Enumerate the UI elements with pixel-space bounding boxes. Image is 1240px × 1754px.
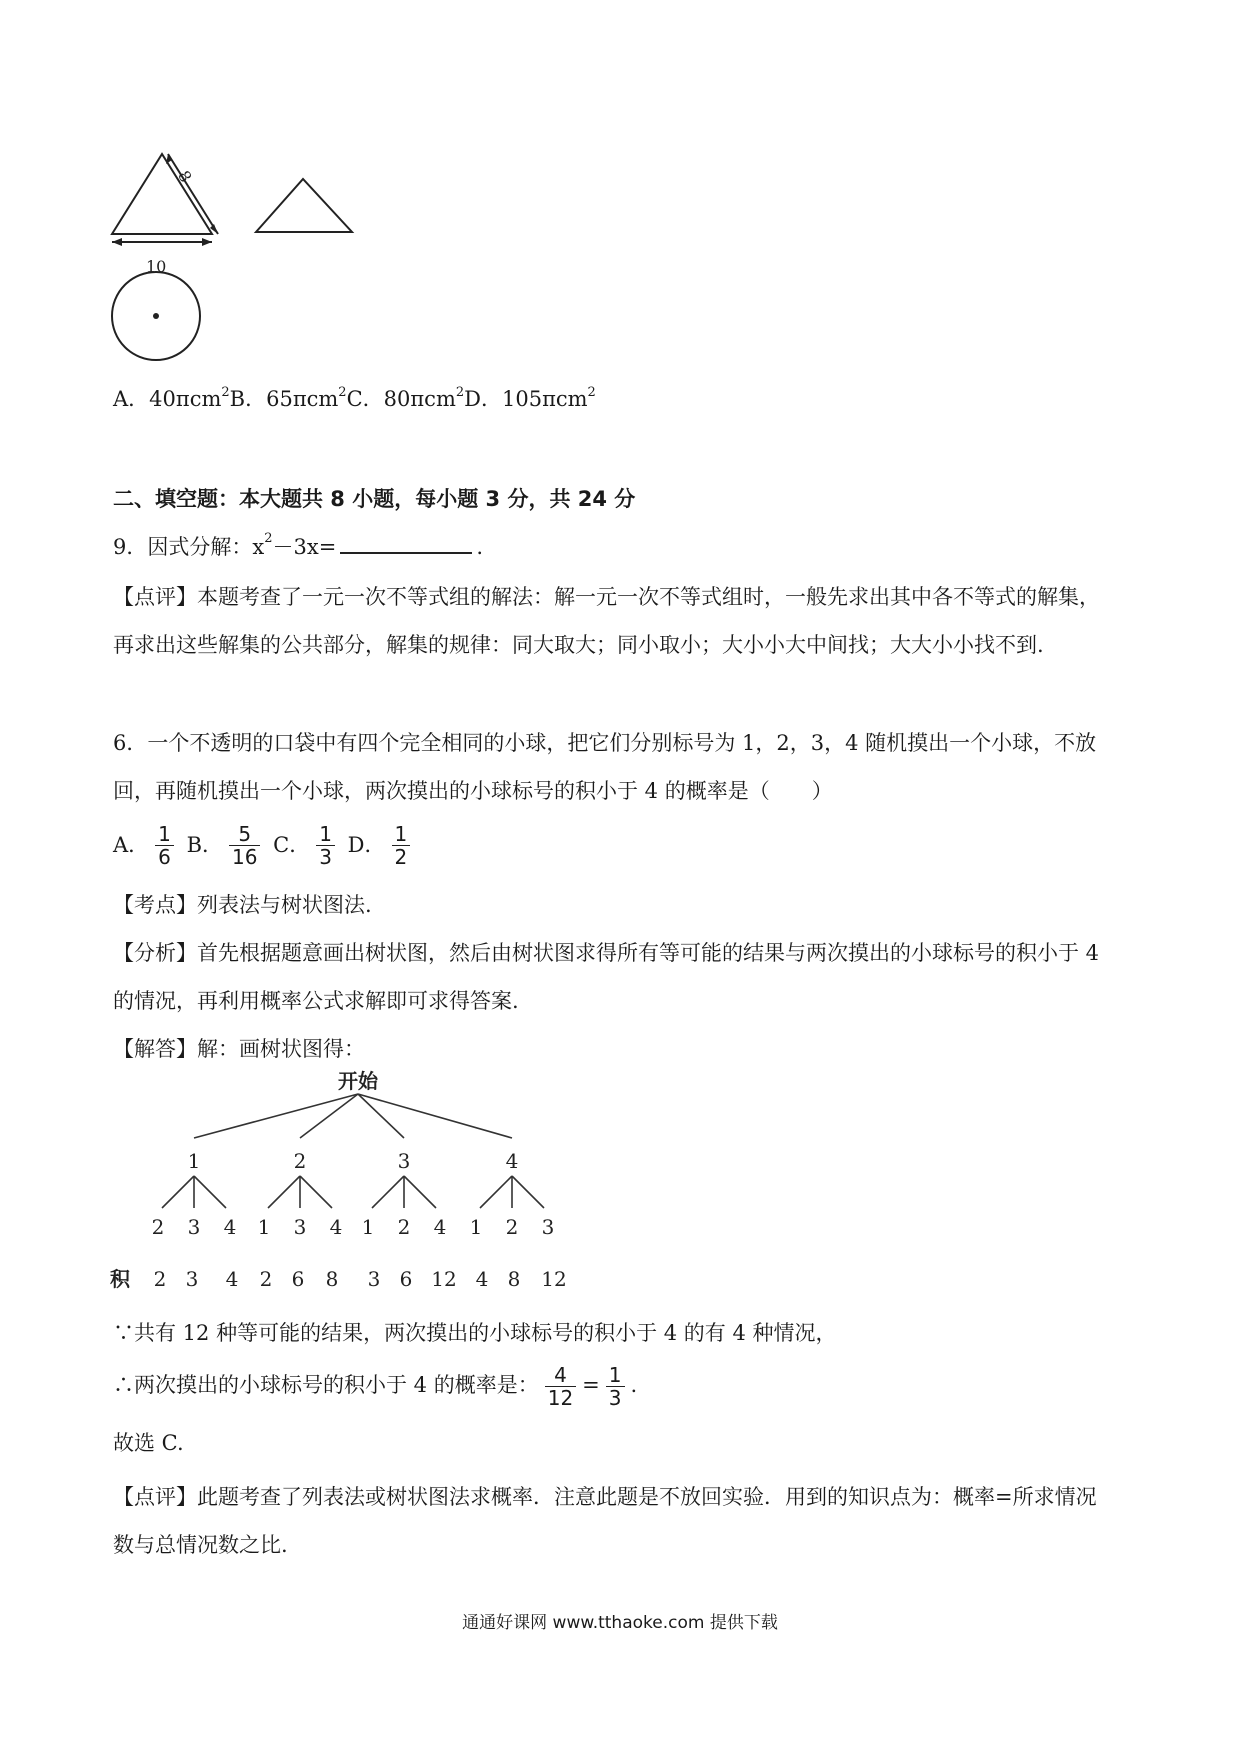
option-c: C． $\frac{1}{3}$ <box>273 818 341 872</box>
option-a: A． $\frac{1}{6}$ <box>113 818 180 872</box>
tree-level2-node: 2 <box>397 1215 411 1239</box>
question-6-line-2: 回，再随机摸出一个小球，两次摸出的小球标号的积小于 4 的概率是（ ） <box>113 779 833 803</box>
answer-line: 故选 C. <box>113 1431 184 1455</box>
product-value: 3 <box>367 1267 381 1291</box>
side-dimension-arrow <box>168 154 218 234</box>
tree-level1-node: 4 <box>505 1149 519 1173</box>
since-line: ∵共有 12 种等可能的结果，两次摸出的小球标号的积小于 4 的有 4 种情况， <box>113 1321 837 1345</box>
geometry-figure <box>108 148 408 374</box>
product-value: 3 <box>185 1267 199 1291</box>
option-d: D．105πcm$^2$ <box>464 385 596 411</box>
review-line-2: 再求出这些解集的公共部分，解集的规律：同大取大；同小取小；大小小大中间找；大大小小找不到. <box>113 633 1044 657</box>
tree-level2-node: 1 <box>469 1215 483 1239</box>
product-value: 12 <box>431 1267 457 1291</box>
option-c: C．80πcm$^2$ <box>346 385 465 411</box>
tree-level2-node: 2 <box>151 1215 165 1239</box>
review2-line-1: 【点评】此题考查了列表法或树状图法求概率．注意此题是不放回实验．用到的知识点为：概率=所求情况 <box>113 1485 1097 1509</box>
tree-level2-node: 3 <box>293 1215 307 1239</box>
product-value: 4 <box>225 1267 239 1291</box>
section-heading: 二、填空题：本大题共 8 小题，每小题 3 分，共 24 分 <box>113 487 636 511</box>
tree-diagram <box>108 1068 578 1292</box>
triangle-side-label: 8 <box>174 167 196 186</box>
kaodian: 【考点】列表法与树状图法. <box>113 893 372 917</box>
product-value: 8 <box>507 1267 521 1291</box>
product-value: 4 <box>475 1267 489 1291</box>
option-b: B． $\frac{5}{16}$ <box>187 818 267 872</box>
solution-intro: 【解答】解：画树状图得： <box>113 1037 365 1061</box>
analysis-line-2: 的情况，再利用概率公式求解即可求得答案. <box>113 989 519 1013</box>
question-6-options <box>113 818 416 872</box>
tree-level2-node: 3 <box>187 1215 201 1239</box>
product-value: 2 <box>153 1267 167 1291</box>
product-value: 12 <box>541 1267 567 1291</box>
tree-level2-node: 4 <box>329 1215 343 1239</box>
tree-level2-node: 1 <box>361 1215 375 1239</box>
therefore-line: ∴两次摸出的小球标号的积小于 4 的概率是： $\frac{4}{12}$ = $\frac{1}{3}$ . <box>113 1363 638 1410</box>
tree-level2-node: 1 <box>257 1215 271 1239</box>
option-a: A．40πcm$^2$ <box>113 385 230 411</box>
plain-triangle <box>256 179 352 232</box>
product-value: 2 <box>259 1267 273 1291</box>
product-value: 8 <box>325 1267 339 1291</box>
triangle-base-label: 10 <box>146 257 167 276</box>
circle-center-dot <box>153 313 159 319</box>
question-6-line-1: 6．一个不透明的口袋中有四个完全相同的小球，把它们分别标号为 1，2，3，4 随机摸出一个小球，不放 <box>113 731 1097 755</box>
tree-level2-node: 2 <box>505 1215 519 1239</box>
tree-level2-node: 3 <box>541 1215 555 1239</box>
question-9: 9．因式分解：$x^2-3x=$ . <box>113 531 483 559</box>
product-value: 6 <box>399 1267 413 1291</box>
review-line-1: 【点评】本题考查了一元一次不等式组的解法：解一元一次不等式组时，一般先求出其中各不等式的解集， <box>113 585 1100 609</box>
answer-blank[interactable] <box>340 530 472 554</box>
analysis-line-1: 【分析】首先根据题意画出树状图，然后由树状图求得所有等可能的结果与两次摸出的小球标号的积小于 4 <box>113 941 1100 965</box>
tree-root: 开始 <box>338 1069 378 1093</box>
tree-level1-node: 1 <box>187 1149 201 1173</box>
option-b: B．65πcm$^2$ <box>229 385 347 411</box>
product-label: 积 <box>110 1267 130 1291</box>
tree-level1-node: 2 <box>293 1149 307 1173</box>
product-value: 6 <box>291 1267 305 1291</box>
labeled-triangle <box>112 154 212 234</box>
option-d: D． $\frac{1}{2}$ <box>348 818 417 872</box>
review2-line-2: 数与总情况数之比. <box>113 1533 288 1557</box>
page-footer: 通通好课网 www.tthaoke.com 提供下载 <box>462 1613 778 1633</box>
q8-options <box>113 384 596 414</box>
tree-level2-node: 4 <box>433 1215 447 1239</box>
tree-level2-node: 4 <box>223 1215 237 1239</box>
tree-level1-node: 3 <box>397 1149 411 1173</box>
